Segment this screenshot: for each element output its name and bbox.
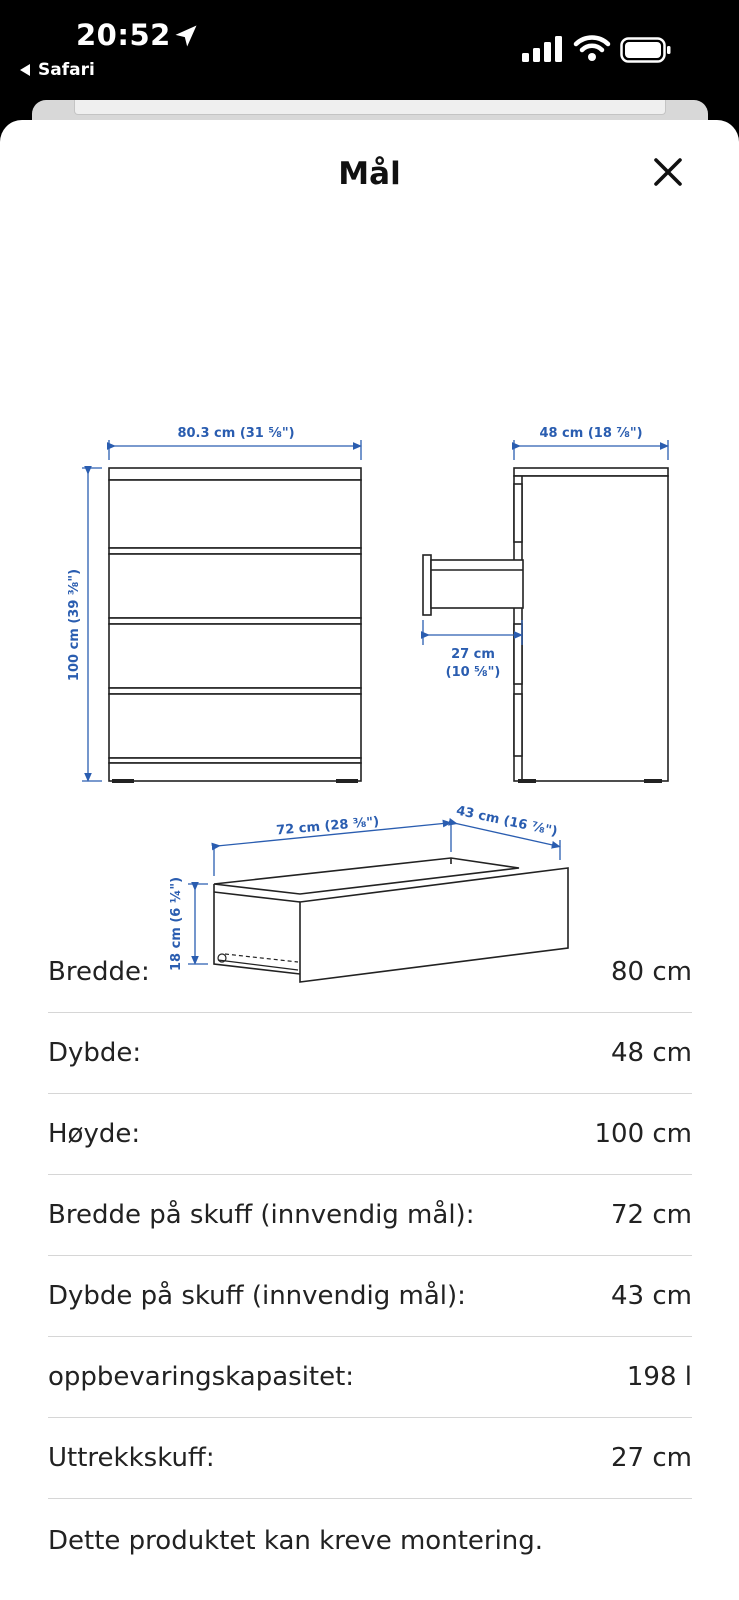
- sheet-title: Mål: [338, 156, 401, 192]
- front-view-drawing: [109, 468, 361, 781]
- spec-label: Høyde:: [48, 1119, 141, 1149]
- front-width-label: 80.3 cm (31 ⅝"): [177, 426, 295, 441]
- drawer-width-label: 72 cm (28 ⅜"): [275, 814, 380, 839]
- spec-value: 72 cm: [611, 1200, 692, 1230]
- height-label: 100 cm (39 ⅜"): [67, 568, 82, 682]
- battery-icon: [620, 37, 672, 63]
- spec-row-depth: [48, 1013, 692, 1094]
- close-icon[interactable]: [648, 152, 688, 192]
- drawer-height-label: 18 cm (6 ¼"): [169, 876, 184, 972]
- drawer-depth-label: 43 cm (16 ⅞"): [454, 803, 559, 840]
- spec-row-extension: [48, 1418, 692, 1499]
- extension-in-label: (10 ⅝"): [445, 665, 501, 680]
- spec-value: 27 cm: [611, 1443, 692, 1473]
- side-view-drawing: [423, 468, 668, 781]
- location-arrow-icon: [172, 22, 200, 50]
- spec-label: Dybde på skuff (innvendig mål):: [48, 1281, 466, 1311]
- back-app-label: Safari: [38, 60, 95, 80]
- spec-value: 198 l: [626, 1362, 692, 1392]
- spec-row-height: [48, 1094, 692, 1175]
- background-page-field: [74, 100, 666, 115]
- spec-value: 80 cm: [611, 957, 692, 987]
- spec-value: 48 cm: [611, 1038, 692, 1068]
- spec-label: Dybde:: [48, 1038, 142, 1068]
- status-bar: [0, 0, 739, 100]
- spec-row-capacity: [48, 1337, 692, 1418]
- cellular-signal-icon: [522, 36, 564, 62]
- dimensions-sheet: [0, 120, 739, 1600]
- back-triangle-icon: [20, 64, 30, 76]
- spec-row-width: [48, 932, 692, 1013]
- spec-row-drawer-depth: [48, 1256, 692, 1337]
- spec-value: 43 cm: [611, 1281, 692, 1311]
- status-time: 20:52: [76, 18, 171, 52]
- spec-value: 100 cm: [594, 1119, 692, 1149]
- spec-label: Bredde på skuff (innvendig mål):: [48, 1200, 475, 1230]
- assembly-note: Dette produktet kan kreve montering.: [48, 1526, 544, 1556]
- spec-label: Bredde:: [48, 957, 150, 987]
- wifi-icon: [574, 34, 610, 62]
- spec-label: Uttrekkskuff:: [48, 1443, 215, 1473]
- specs-list: [48, 932, 692, 1499]
- back-to-app-button[interactable]: [20, 60, 95, 80]
- extension-cm-label: 27 cm: [451, 647, 495, 662]
- spec-label: oppbevaringskapasitet:: [48, 1362, 355, 1392]
- spec-row-drawer-width: [48, 1175, 692, 1256]
- side-depth-label: 48 cm (18 ⅞"): [539, 426, 643, 441]
